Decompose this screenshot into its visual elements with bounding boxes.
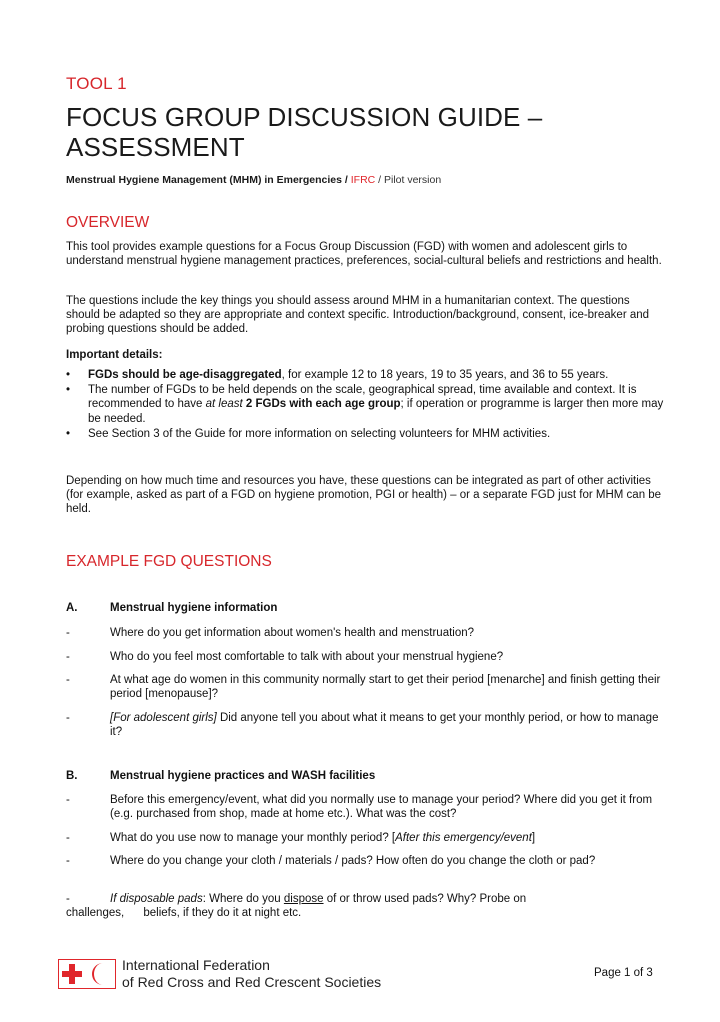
question-text [110, 831, 666, 845]
bullet-item [66, 368, 670, 382]
question-item [66, 831, 666, 845]
dash-icon: - [66, 712, 70, 724]
title-line-2: ASSESSMENT [66, 132, 245, 162]
bullet-bold-text: 2 FGDs with each age group [242, 398, 401, 411]
overview-paragraph-3: Depending on how much time and resources you have, these questions can be integrated as part of other activities (for example, asked as part of a FGD on hygiene promotion, PGI or health) – or a separate FGD just for MHM can be held. [66, 475, 662, 516]
question-rest-text: Did anyone tell you about what it means to get your monthly period, or how to manage it? [110, 712, 659, 739]
question-item [66, 854, 666, 868]
question-item [66, 892, 666, 906]
dash-icon: - [66, 794, 70, 806]
overview-paragraph-2: The questions include the key things you should assess around MHM in a humanitarian context. The questions should be adapted so they are appropriate and context specific. Introduction/background, consent, ice-breaker and probing questions should be added. [66, 295, 650, 336]
question-text: At what age do women in this community normally start to get their period [menarche] and finish getting their period [menopause]? [110, 674, 661, 701]
title-line-1: FOCUS GROUP DISCUSSION GUIDE – [66, 102, 543, 132]
question-rest-text: of or throw used pads? Why? Probe on [323, 893, 527, 905]
question-text [110, 892, 666, 906]
footer-organization [122, 957, 381, 991]
question-text: Where do you change your cloth / materials / pads? How often do you change the cloth or pad? [110, 855, 596, 867]
dash-icon: - [66, 832, 70, 844]
question-italic-text: [For adolescent girls] [110, 712, 217, 724]
page-title [66, 102, 666, 162]
questions-heading: EXAMPLE FGD QUESTIONS [66, 553, 272, 570]
bullet-italic-text: at least [205, 398, 243, 411]
dash-icon: - [66, 674, 70, 686]
section-title: Menstrual hygiene practices and WASH facilities [110, 770, 376, 782]
ifrc-logo [58, 959, 116, 989]
subtitle-main: Menstrual Hygiene Management (MHM) in Emergencies / [66, 174, 351, 186]
section-title: Menstrual hygiene information [110, 602, 278, 614]
question-pre-text: What do you use now to manage your monthly period? [ [110, 832, 396, 844]
section-letter: A. [66, 602, 78, 614]
question-continuation: challenges, beliefs, if they do it at night etc. [66, 907, 302, 919]
question-mid-text: : Where do you [202, 893, 284, 905]
question-item [66, 673, 666, 701]
question-italic-text: After this emergency/event [395, 832, 532, 844]
bullet-text: , for example 12 to 18 years, 19 to 35 years, and 36 to 55 years. [281, 369, 609, 381]
subtitle-org: IFRC [350, 174, 376, 186]
bullet-text: ; if operation or programme is larger then more may be needed. [88, 398, 664, 425]
bullet-text: The number of FGDs to be held depends on the scale, geographical spread, time available and context. It is recommended to have [88, 384, 637, 411]
section-b-heading [66, 770, 375, 782]
section-a-heading [66, 602, 277, 614]
dash-icon: - [66, 627, 70, 639]
bullet-icon: • [66, 384, 71, 397]
dash-icon: - [66, 855, 70, 867]
bullet-icon: • [66, 427, 71, 440]
question-italic-text: If disposable pads [110, 893, 203, 905]
important-details-list [66, 368, 670, 442]
dash-icon: - [66, 651, 70, 663]
page-number: Page 1 of 3 [594, 967, 653, 979]
bullet-bold-text: FGDs should be age-disaggregated [88, 369, 282, 381]
question-text [110, 711, 666, 739]
question-underlined-text: dispose [283, 893, 324, 905]
dash-icon: - [66, 893, 70, 905]
question-item [66, 711, 666, 739]
org-line-2: of Red Cross and Red Crescent Societies [122, 974, 382, 990]
bullet-text: See Section 3 of the Guide for more information on selecting volunteers for MHM activities. [88, 427, 551, 440]
bullet-item [66, 383, 670, 426]
overview-heading: OVERVIEW [66, 214, 150, 231]
bullet-icon: • [66, 369, 71, 381]
subtitle-version: / Pilot version [375, 174, 442, 186]
section-letter: B. [66, 770, 78, 782]
bullet-item [66, 427, 670, 441]
question-text: Where do you get information about women's health and menstruation? [110, 627, 475, 639]
question-text: Who do you feel most comfortable to talk with about your menstrual hygiene? [110, 651, 504, 663]
question-text: Before this emergency/event, what did you normally use to manage your period? Where did you get it from (e.g. purchased from shop, made at home etc.). What was the cost? [110, 794, 653, 821]
question-item [66, 650, 666, 664]
red-cross-crescent-icon [59, 960, 115, 988]
document-subtitle [66, 174, 441, 186]
question-item [66, 793, 666, 821]
important-details-label: Important details: [66, 349, 163, 361]
tool-label: TOOL 1 [66, 74, 127, 93]
question-rest-text: ] [531, 832, 536, 844]
overview-paragraph-1: This tool provides example questions for a Focus Group Discussion (FGD) with women and adolescent girls to understand menstrual hygiene management practices, preferences, social-cultural beliefs and restrictions and health. [66, 241, 662, 268]
org-line-1: International Federation [122, 957, 270, 973]
question-item [66, 626, 666, 640]
